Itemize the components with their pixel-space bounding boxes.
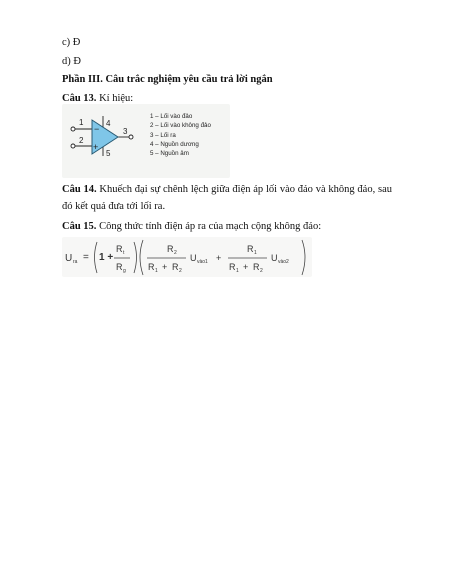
formula-svg: [62, 237, 312, 277]
question-14-text: Khuếch đại sự chênh lệch giữa điện áp lối vào đảo và không đảo, sau đó kết quả đưa tới lối ra.: [62, 184, 392, 212]
formula-u-out-sub: ra: [73, 259, 78, 265]
formula-u-in1-sub: vào1: [197, 259, 208, 265]
formula-paren-open-1: [95, 242, 98, 273]
formula-middle-plus: +: [216, 253, 222, 263]
formula-num1-r: R: [167, 244, 174, 254]
formula-paren-open-2: [140, 240, 143, 275]
section-title-text: Phần III. Câu trắc nghiệm yêu cầu trả lời ngắn: [62, 74, 273, 85]
formula-den2-r2-sub: 2: [260, 268, 263, 274]
input-2-terminal: [71, 144, 75, 148]
answer-c: c) Đ: [62, 37, 81, 48]
formula-num1-sub: 2: [174, 250, 177, 256]
formula-den2-r1-sub: 1: [236, 268, 239, 274]
legend-item-4: 4 – Nguồn dương: [150, 140, 199, 148]
formula-paren-close-1: [134, 242, 137, 273]
formula-rg-sub: g: [123, 268, 126, 274]
question-14-label: Câu 14.: [62, 184, 97, 195]
question-15: [62, 220, 321, 234]
formula-rt: R: [116, 244, 123, 254]
formula-den1-r1: R: [148, 262, 155, 272]
pin-label-3: 3: [123, 127, 128, 136]
input-1-terminal: [71, 127, 75, 131]
formula-den1-r2-sub: 2: [179, 268, 182, 274]
formula-rg: R: [116, 262, 123, 272]
formula-rt-sub: t: [123, 250, 125, 256]
formula-image: [62, 237, 312, 277]
formula-den1-plus: +: [162, 262, 168, 272]
formula-den1-r2: R: [172, 262, 179, 272]
legend-item-2: 2 – Lối vào không đảo: [150, 122, 211, 130]
formula-one-plus: 1 +: [99, 252, 114, 263]
output-terminal: [129, 135, 133, 139]
pin-label-4: 4: [106, 119, 111, 128]
legend-item-3: 3 – Lối ra: [150, 131, 176, 139]
question-15-text: Công thức tính điện áp ra của mạch cộng không đảo:: [96, 221, 322, 232]
pin-label-1: 1: [79, 118, 84, 127]
formula-u-in1: U: [190, 253, 197, 263]
legend-item-1: 1 – Lối vào đảo: [150, 113, 193, 120]
opamp-symbol-figure: [62, 104, 230, 178]
formula-den2-plus: +: [243, 262, 249, 272]
answer-d: d) Đ: [62, 56, 81, 67]
opamp-symbol-svg: [62, 104, 150, 178]
formula-paren-close-2: [302, 240, 305, 275]
formula-num2-r: R: [247, 244, 254, 254]
pin-label-2: 2: [79, 136, 84, 145]
question-13-label: Câu 13.: [62, 93, 97, 104]
formula-den2-r1: R: [229, 262, 236, 272]
formula-den2-r2: R: [253, 262, 260, 272]
formula-u-in2-sub: vào2: [278, 259, 289, 265]
formula-equals: =: [83, 252, 89, 263]
formula-num2-sub: 1: [254, 250, 257, 256]
question-15-label: Câu 15.: [62, 221, 97, 232]
inverting-sign: −: [94, 124, 100, 134]
formula-den1-r1-sub: 1: [155, 268, 158, 274]
noninverting-sign: +: [93, 142, 99, 152]
question-13-text: Kí hiệu:: [96, 93, 134, 104]
pin-label-5: 5: [106, 149, 111, 158]
section-title: [62, 73, 273, 87]
legend-item-5: 5 – Nguồn âm: [150, 150, 189, 158]
question-14: [62, 181, 392, 215]
opamp-legend: [150, 112, 211, 158]
formula-u-out: U: [65, 253, 73, 264]
formula-u-in2: U: [271, 253, 278, 263]
